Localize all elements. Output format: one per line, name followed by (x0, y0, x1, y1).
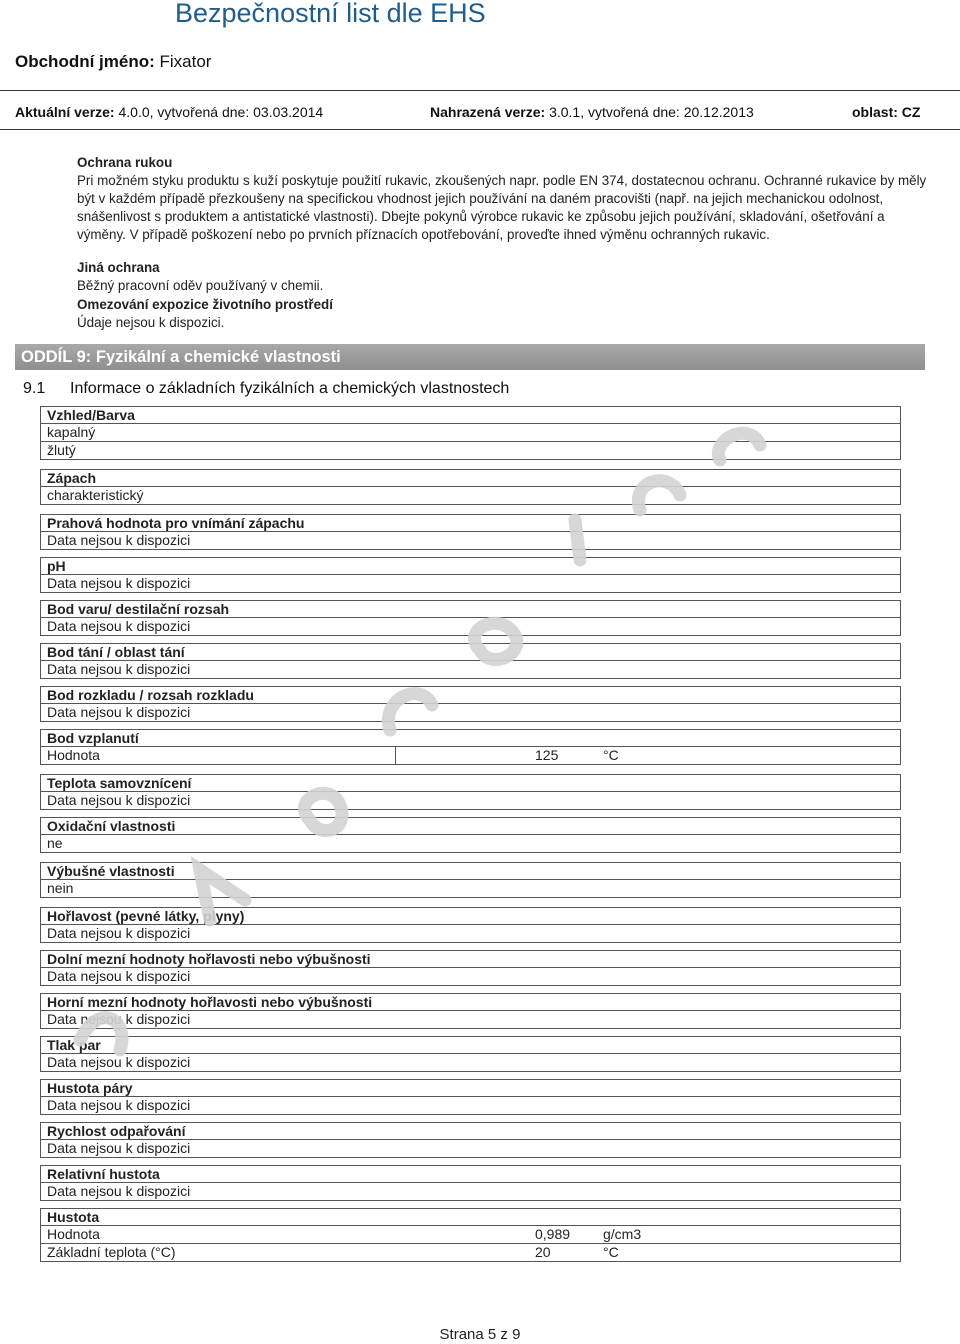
other-protection (77, 259, 932, 295)
property-name: Oxidační vlastnosti (40, 817, 901, 834)
property-row (40, 791, 901, 810)
property-row (40, 1182, 901, 1201)
property-value-label: nein (47, 880, 74, 896)
property-value-label: Data nejsou k dispozici (47, 1140, 191, 1156)
property-value-label: Hodnota (47, 747, 100, 763)
property-row (40, 1139, 901, 1158)
current-version-label: Aktuální verze: (15, 104, 115, 120)
property-row (40, 1010, 901, 1029)
property-row (40, 1096, 901, 1115)
property-row (40, 486, 901, 505)
subsection-number: 9.1 (23, 380, 46, 397)
property-value-label: Data nejsou k dispozici (47, 575, 191, 591)
header-divider (0, 90, 960, 91)
property-block (40, 1165, 901, 1201)
property-value-label: Data nejsou k dispozici (47, 1054, 191, 1070)
property-block (40, 643, 901, 679)
environmental-exposure-text: Údaje nejsou k dispozici. (77, 315, 225, 330)
replaced-version-value: 3.0.1, vytvořená dne: 20.12.2013 (549, 104, 754, 120)
property-numeric-value: 125 (535, 747, 559, 763)
property-row (40, 1053, 901, 1072)
hand-protection-heading: Ochrana rukou (77, 155, 173, 170)
hand-protection-text: Pri možném styku produktu s kuží poskytuje použití rukavic, zkoušených napr. podle EN 374, dostatecnou ochranu. Ochranné rukavice by měly být v každém případě přezkoušeny na specifickou vhodnost jejich používání na daném pracovišti (např. na jejich mechanickou odolnost, snášenlivost s produktem a antistatické vlastnosti). Dbejte pokynů výrobce rukavic ke způsobu jejich používání, skladování, ošetřování a výměny. V případě poškození nebo po prvních příznacích opotřebování, proveďte ihned výměnu ochranných rukavic. (77, 173, 927, 242)
other-protection-text: Běžný pracovní oděv používaný v chemii. (77, 278, 324, 293)
other-protection-heading: Jiná ochrana (77, 260, 160, 275)
property-name: Hustota (40, 1208, 901, 1225)
trade-name (15, 52, 211, 72)
property-value-label: kapalný (47, 424, 96, 440)
property-block (40, 950, 901, 986)
trade-name-value: Fixator (159, 52, 212, 71)
property-unit: °C (603, 1244, 619, 1260)
property-block (40, 1036, 901, 1072)
current-version (15, 104, 323, 120)
property-block (40, 862, 901, 898)
property-name: Hořlavost (pevné látky, plyny) (40, 907, 901, 924)
region (852, 104, 920, 120)
property-value-label: Data nejsou k dispozici (47, 532, 191, 548)
replaced-version (430, 104, 754, 120)
property-block (40, 600, 901, 636)
property-name: Bod rozkladu / rozsah rozkladu (40, 686, 901, 703)
property-row (40, 1244, 901, 1262)
property-row (40, 423, 901, 442)
property-block (40, 817, 901, 853)
property-row (40, 442, 901, 460)
property-unit: °C (603, 747, 619, 763)
section-9-bar (15, 344, 925, 370)
property-block (40, 1079, 901, 1115)
property-block (40, 686, 901, 722)
region-value: CZ (901, 104, 921, 120)
property-name: Bod vzplanutí (40, 729, 901, 746)
property-row (40, 924, 901, 943)
environmental-exposure (77, 296, 932, 332)
property-row (40, 660, 901, 679)
property-name: Bod tání / oblast tání (40, 643, 901, 660)
property-value-label: Data nejsou k dispozici (47, 1183, 191, 1199)
property-row (40, 703, 901, 722)
document-title: Bezpečnostní list dle EHS (175, 0, 486, 28)
property-block (40, 774, 901, 810)
property-block (40, 1208, 901, 1262)
property-name: Prahová hodnota pro vnímání zápachu (40, 514, 901, 531)
property-name: Rychlost odpařování (40, 1122, 901, 1139)
property-numeric-value: 20 (535, 1244, 551, 1260)
property-name: Teplota samovznícení (40, 774, 901, 791)
property-block (40, 557, 901, 593)
property-value-label: charakteristický (47, 487, 144, 503)
property-value-label: žlutý (47, 442, 76, 458)
property-name: Horní mezní hodnoty hořlavosti nebo výbušnosti (40, 993, 901, 1010)
property-name: pH (40, 557, 901, 574)
replaced-version-label: Nahrazená verze: (430, 104, 546, 120)
property-name: Výbušné vlastnosti (40, 862, 901, 879)
page-number: Strana 5 z 9 (439, 1326, 521, 1343)
property-value-label: Data nejsou k dispozici (47, 661, 191, 677)
property-block (40, 907, 901, 943)
property-block (40, 993, 901, 1029)
header-divider-bottom (0, 129, 960, 130)
property-name: Bod varu/ destilační rozsah (40, 600, 901, 617)
property-value-label: Data nejsou k dispozici (47, 704, 191, 720)
property-value-label: Data nejsou k dispozici (47, 792, 191, 808)
subsection-title: Informace o základních fyzikálních a chemických vlastnostech (70, 380, 510, 397)
property-value-label: Základní teplota (°C) (47, 1244, 176, 1260)
property-name: Relativní hustota (40, 1165, 901, 1182)
property-block (40, 406, 901, 460)
property-block (40, 514, 901, 550)
property-value-label: Data nejsou k dispozici (47, 618, 191, 634)
property-row (40, 531, 901, 550)
cell-divider (395, 747, 396, 764)
property-name: Dolní mezní hodnoty hořlavosti nebo výbušnosti (40, 950, 901, 967)
property-row (40, 617, 901, 636)
property-row (40, 879, 901, 898)
property-name: Zápach (40, 469, 901, 486)
hand-protection (77, 154, 932, 244)
current-version-value: 4.0.0, vytvořená dne: 03.03.2014 (118, 104, 324, 120)
property-block (40, 729, 901, 765)
property-value-label: Data nejsou k dispozici (47, 1097, 191, 1113)
subsection-9-1 (23, 380, 509, 398)
property-name: Vzhled/Barva (40, 406, 901, 423)
property-row (40, 746, 901, 765)
trade-name-label: Obchodní jméno: (15, 52, 155, 71)
property-row (40, 967, 901, 986)
property-unit: g/cm3 (603, 1226, 642, 1242)
property-name: Hustota páry (40, 1079, 901, 1096)
property-block (40, 469, 901, 505)
property-block (40, 1122, 901, 1158)
property-name: Tlak par (40, 1036, 901, 1053)
property-value-label: ne (47, 835, 63, 851)
property-row (40, 1225, 901, 1244)
section-9-title: ODDÍL 9: Fyzikální a chemické vlastnosti (21, 348, 341, 366)
environmental-exposure-heading: Omezování expozice životního prostředí (77, 297, 333, 312)
property-value-label: Data nejsou k dispozici (47, 1011, 191, 1027)
property-row (40, 834, 901, 853)
property-numeric-value: 0,989 (535, 1226, 571, 1242)
region-label: oblast: (852, 104, 898, 120)
property-value-label: Data nejsou k dispozici (47, 925, 191, 941)
property-value-label: Hodnota (47, 1226, 100, 1242)
property-value-label: Data nejsou k dispozici (47, 968, 191, 984)
property-row (40, 574, 901, 593)
